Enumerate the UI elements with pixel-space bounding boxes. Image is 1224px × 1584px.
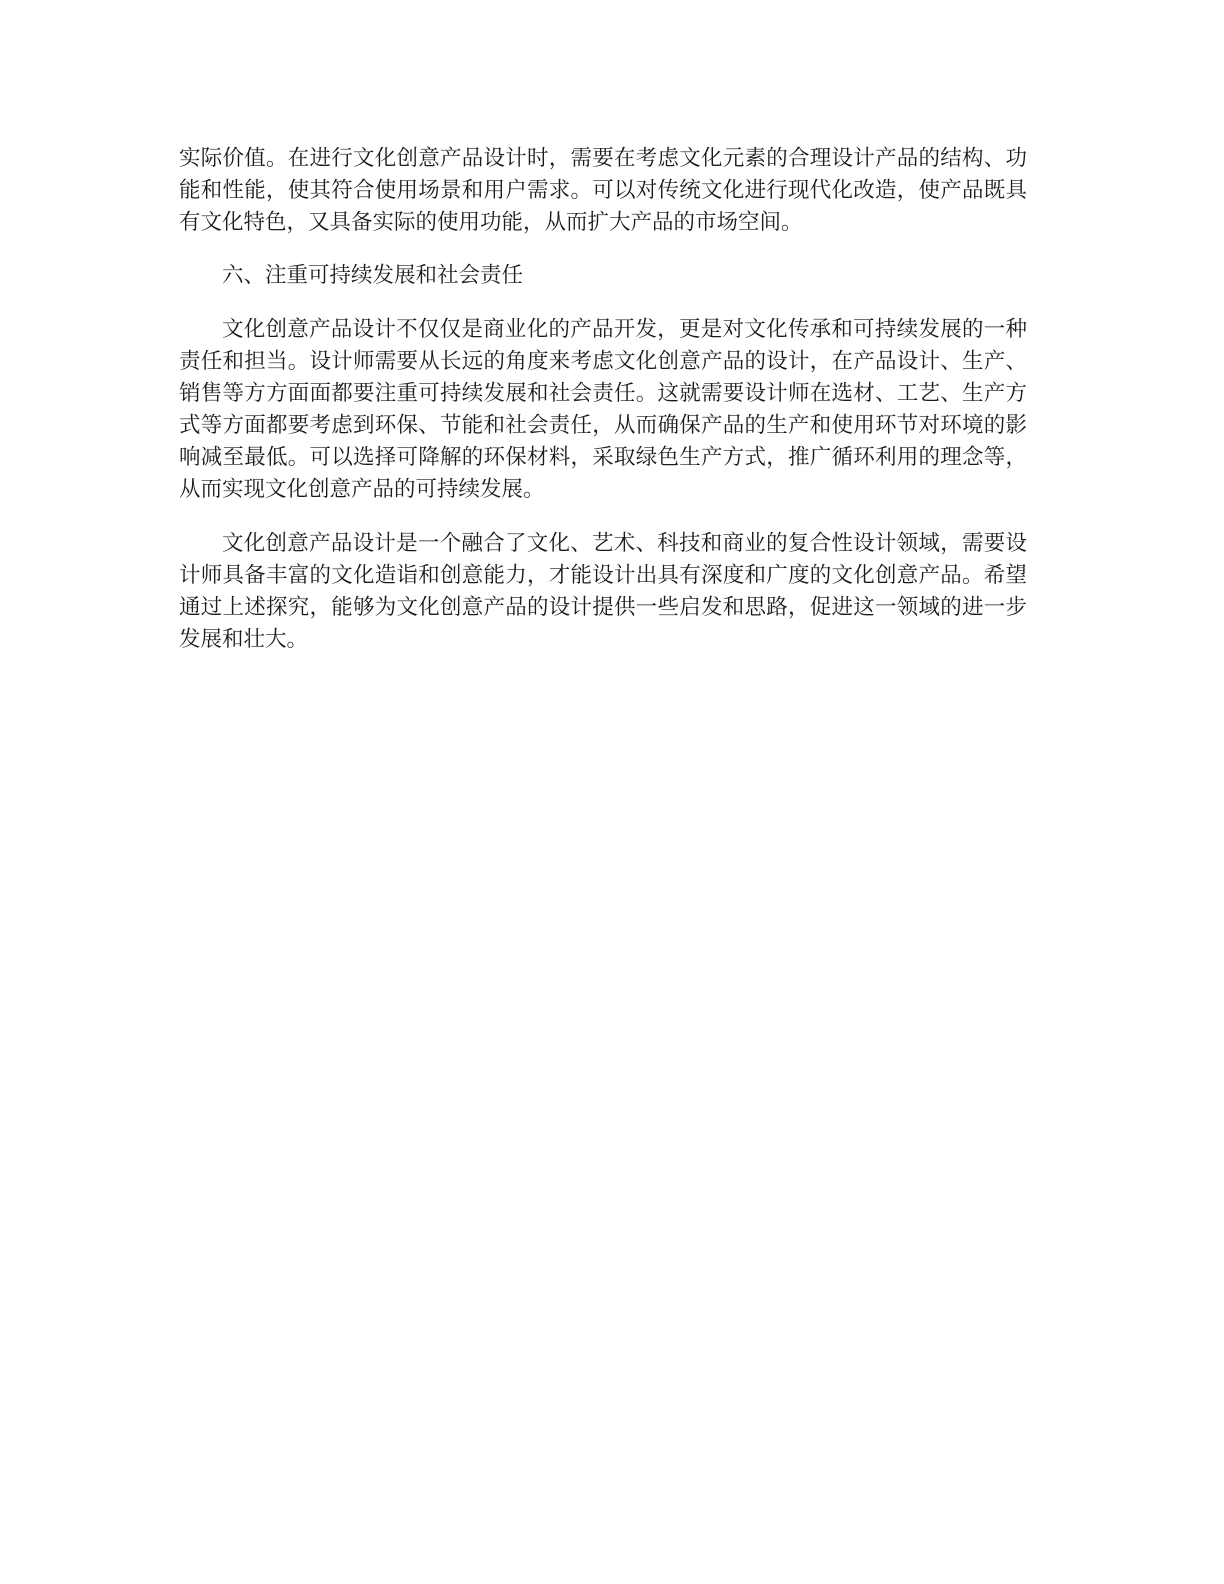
section-heading: 六、注重可持续发展和社会责任 — [222, 263, 524, 288]
paragraph-conclusion: 文化创意产品设计是一个融合了文化、艺术、科技和商业的复合性设计领域，需要设计师具备丰富的文化造诣和创意能力，才能设计出具有深度和广度的文化创意产品。希望通过上述探究，能够为文化创意产品的设计提供一些启发和思路，促进这一领域的进一步发展和壮大。 — [179, 531, 1027, 652]
paragraph-continuation: 实际价值。在进行文化创意产品设计时，需要在考虑文化元素的合理设计产品的结构、功能和性能，使其符合使用场景和用户需求。可以对传统文化进行现代化改造，使产品既具有文化特色，又具备实际的使用功能，从而扩大产品的市场空间。 — [179, 146, 1027, 235]
document-body — [179, 143, 1027, 678]
paragraph-sustainability: 文化创意产品设计不仅仅是商业化的产品开发，更是对文化传承和可持续发展的一种责任和担当。设计师需要从长远的角度来考虑文化创意产品的设计，在产品设计、生产、销售等方方面面都要注重可持续发展和社会责任。这就需要设计师在选材、工艺、生产方式等方面都要考虑到环保、节能和社会责任，从而确保产品的生产和使用环节对环境的影响减至最低。可以选择可降解的环保材料，采取绿色生产方式，推广循环利用的理念等，从而实现文化创意产品的可持续发展。 — [179, 317, 1027, 502]
